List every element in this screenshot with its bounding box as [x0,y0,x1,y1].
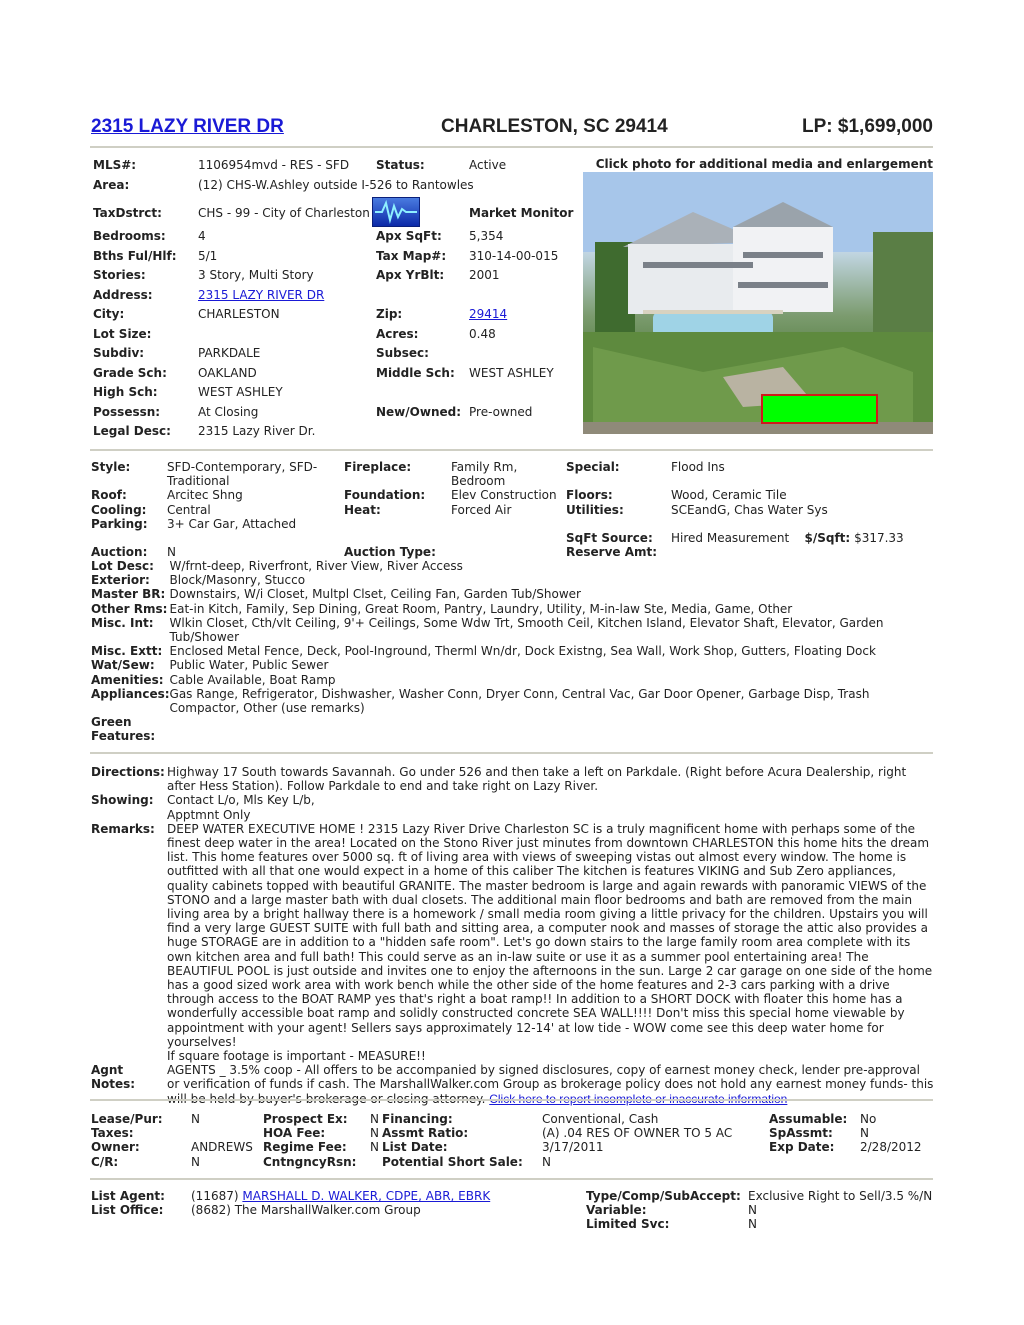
fin-label: HOA Fee: [263,1126,326,1141]
feature-row [91,587,934,601]
special-label: Special: [566,460,620,474]
foundation-label: Foundation: [344,488,426,503]
fin-value: No [860,1112,877,1126]
feature-row [91,673,934,687]
badge-overlay [761,394,878,424]
feature-label: Green Features: [91,715,156,744]
fin-label [769,1155,860,1169]
fin-value: N [191,1154,200,1169]
address-link[interactable]: 2315 LAZY RIVER DR [91,116,284,137]
fin-label: SpAssmt: [769,1126,833,1141]
detail-row [93,288,578,308]
detail-label: Subsec: [376,346,429,360]
feature-value [170,715,934,743]
feature-row [91,687,934,715]
detail-label [376,385,469,405]
fin-label: Financing: [382,1112,453,1126]
market-monitor-label[interactable]: Market Monitor [469,206,574,220]
fin-value: N [370,1112,379,1126]
detail-label: Possessn: [93,404,161,419]
detail-value: 3 Story, Multi Story [198,268,314,282]
type-value: Exclusive Right to Sell/3.5 %/N [748,1189,933,1203]
detail-row [93,307,578,327]
feature-label: Appliances: [91,686,170,701]
feature-label: Misc. Extt: [91,644,163,659]
feature-value: Enclosed Metal Fence, Deck, Pool-Inground, Therml Wn/dr, Dock Existng, Sea Wall, Work Shop, Gutters, Floating Dock [169,644,876,659]
divider [90,1099,933,1101]
feature-label: Master BR: [91,587,166,602]
fin-value: N [370,1126,379,1141]
detail-label: Apx YrBlt: [376,268,445,282]
detail-value: WEST ASHLEY [198,385,283,399]
list-office-value: (8682) The MarshallWalker.com Group [191,1203,421,1217]
parking-label: Parking: [91,516,148,531]
fin-label: Potential Short Sale: [382,1154,523,1169]
fin-label: Exp Date: [769,1140,835,1155]
divider [90,449,933,451]
detail-label: Middle Sch: [376,365,455,380]
list-office-label: List Office: [91,1203,164,1217]
detail-label: TaxDstrct: [93,206,162,220]
per-sqft-value: $317.33 [854,531,904,546]
feature-label: Exterior: [91,573,150,588]
detail-value [469,385,578,405]
auction-type-value [451,545,566,559]
detail-label: Stories: [93,268,146,282]
detail-value: PARKDALE [198,346,261,360]
property-photo[interactable] [583,172,933,434]
fin-value: ANDREWS [191,1140,253,1155]
auction-value: N [167,545,176,560]
address-value-link[interactable]: 2315 LAZY RIVER DR [198,287,325,302]
detail-row [93,327,578,347]
divider [90,1178,933,1180]
parking-value: 3+ Car Gar, Attached [167,516,297,531]
detail-value: Active [469,158,507,172]
utilities-value: SCEandG, Chas Water Sys [671,502,828,517]
detail-label: New/Owned: [376,404,462,419]
fin-value: N [542,1154,551,1169]
city-state-zip: CHARLESTON, SC 29414 [441,116,668,137]
feature-row [91,644,934,658]
fin-value: N [370,1140,379,1155]
detail-row [93,229,578,249]
detail-value [469,424,578,444]
cooling-label: Cooling: [91,502,147,517]
detail-row [93,366,578,386]
roof-label: Roof: [91,488,127,503]
detail-row [93,197,578,229]
utilities-label: Utilities: [566,502,624,517]
limited-svc-label: Limited Svc: [586,1217,670,1231]
foundation-value: Elev Construction [451,488,557,503]
remarks-label: Remarks: [91,821,155,836]
market-monitor-icon[interactable] [372,197,420,227]
agent-notes-value: AGENTS _ 3.5% coop - All offers to be accompanied by signed disclosures, copy of earnest money check, lender pre-approval or verification of funds if cash. The MarshallWalker.com Group as brokerage policy does not hold any earnest money funds- this [167,1063,934,1092]
feature-label: Other Rms: [91,601,168,616]
feature-row [91,715,934,743]
financial-row [91,1155,934,1169]
detail-label: Bedrooms: [93,229,166,243]
detail-row [93,268,578,288]
detail-value: (12) CHS-W.Ashley outside I-526 to Rantowles [198,177,474,192]
feature-row [91,602,934,616]
fin-value: 2/28/2012 [860,1140,922,1155]
detail-value: 310-14-00-015 [469,248,559,263]
detail-label: Bths Ful/Hlf: [93,248,177,263]
fin-value: (A) .04 RES OF OWNER TO 5 AC [542,1126,733,1141]
detail-value [469,288,578,308]
limited-svc-value: N [748,1217,757,1231]
auction-type-label: Auction Type: [344,545,436,560]
fin-label: Prospect Ex: [263,1112,348,1126]
fin-value [191,1126,263,1140]
detail-row [93,385,578,405]
detail-value: CHARLESTON [198,307,280,321]
showing-value-line1: Contact L/o, Mls Key L/b, [167,793,315,808]
feature-label: Lot Desc: [91,559,154,573]
feature-row [91,658,934,672]
style-value: SFD-Contemporary, SFD-Traditional [167,460,318,489]
mls-number: 1106954mvd - RES - SFD [198,158,350,172]
detail-row [93,158,578,178]
cooling-value: Central [167,502,211,517]
feature-row [91,559,934,573]
detail-label: Area: [93,177,130,192]
fin-value [370,1155,382,1169]
detail-value: OAKLAND [198,365,257,380]
detail-row [93,249,578,269]
feature-value: Block/Masonry, Stucco [169,573,306,588]
feature-row [91,616,934,644]
financial-row [91,1112,934,1126]
list-agent-link[interactable]: MARSHALL D. WALKER, CDPE, ABR, EBRK [242,1189,491,1203]
fin-label: Owner: [91,1140,140,1155]
detail-label: High Sch: [93,385,158,399]
list-agent-label: List Agent: [91,1189,165,1203]
floors-label: Floors: [566,488,613,503]
special-value: Flood Ins [671,460,725,474]
detail-value [198,327,376,347]
detail-value [469,346,578,366]
feature-label: Amenities: [91,672,164,687]
detail-label: Grade Sch: [93,365,167,380]
detail-row [93,346,578,366]
detail-label: Tax Map#: [376,248,447,263]
auction-label: Auction: [91,545,148,560]
fin-label: Regime Fee: [263,1140,347,1155]
detail-value: 2001 [469,268,500,282]
feature-row [91,573,934,587]
detail-label: Lot Size: [93,326,152,341]
detail-value: CHS - 99 - City of Charleston [198,206,370,220]
detail-label: Acres: [376,326,419,341]
feature-value: W/frnt-deep, Riverfront, River View, River Access [169,559,463,573]
photo-caption: Click photo for additional media and enlargement [595,157,933,171]
feature-value: Downstairs, W/i Closet, Multpl Clset, Ceiling Fan, Garden Tub/Shower [169,587,581,602]
feature-value: Eat-in Kitch, Family, Sep Dining, Great Room, Pantry, Laundry, Utility, M-in-law Ste, Media, Game, Other [169,601,793,616]
reserve-value [671,545,934,559]
detail-label [376,288,469,308]
detail-value: At Closing [198,404,259,419]
showing-value-line2: Apptmnt Only [167,807,251,822]
detail-value: 0.48 [469,326,496,341]
feature-label: Wat/Sew: [91,658,155,673]
financial-row [91,1126,934,1140]
feature-value: Cable Available, Boat Ramp [169,672,336,687]
detail-row [93,178,578,198]
fin-label: Lease/Pur: [91,1112,163,1126]
list-agent-id: (11687) [191,1189,239,1203]
feature-value: Public Water, Public Sewer [169,658,329,673]
fireplace-value: Family Rm, Bedroom [451,460,518,489]
detail-value: 5/1 [198,248,218,263]
fin-label: List Date: [382,1140,448,1155]
list-price: LP: $1,699,000 [802,116,933,137]
detail-row [93,424,578,444]
fin-value: 3/17/2011 [542,1140,604,1155]
detail-label: Subdiv: [93,346,145,360]
detail-label: Apx SqFt: [376,229,442,243]
per-sqft-label: $/Sqft: [804,531,851,546]
house-image [583,172,933,434]
fin-value: Conventional, Cash [542,1112,659,1126]
detail-label: Address: [93,287,153,302]
fin-label: Assumable: [769,1112,848,1126]
fin-label: Assmt Ratio: [382,1126,469,1141]
remarks-value-footnote: If square footage is important - MEASURE!! [167,1049,426,1064]
financial-row [91,1140,934,1154]
agent-notes-label: Agnt Notes: [91,1063,136,1092]
floors-value: Wood, Ceramic Tile [671,488,787,503]
feature-value: Wlkin Closet, Cth/vlt Ceiling, 9'+ Ceilings, Some Wdw Trt, Smooth Ceil, Kitchen Island, Elevator Shaft, Elevator, Garden Tub/Shower [169,615,884,645]
fin-label: Taxes: [91,1126,134,1141]
feature-label: Misc. Int: [91,615,154,630]
fireplace-label: Fireplace: [344,460,412,474]
detail-value: 4 [198,229,206,243]
divider [90,146,933,148]
fin-label: C/R: [91,1154,119,1169]
detail-value: WEST ASHLEY [469,365,554,380]
heat-value: Forced Air [451,502,512,517]
detail-label: Zip: [376,307,403,321]
detail-value: 5,354 [469,229,504,243]
style-label: Style: [91,460,131,474]
fin-label: CntngncyRsn: [263,1154,357,1169]
heat-label: Heat: [344,502,381,517]
reserve-label: Reserve Amt: [566,545,658,560]
remarks-value: DEEP WATER EXECUTIVE HOME ! 2315 Lazy River Drive Charleston SC is a truly magnificent home with perhaps some of the finest deep water in the area! Located on the Stono River just minutes from downtown CHARLESTON this home hits the dream list. This home features over 5000 sq. ft of living area with views of sweeping vistas out almost every window. The home is outfitted with all that one would expect in a home of this caliber The kitchen is features VIKING and Sub Zero appliances, quality cabinets topped with beautiful GRANITE. The master bedroom is large and again rewards with panoramic VIEWS of the STONO and a large master bath with dual closets. The additional main floor bedrooms and bath are removed from the main living area by a bright hallway there is a homework / small media room giving a little privacy for the children. Upstairs you will find a very large GUEST SUITE with full bath and sitting area, a computer nook and masses of storage the attic also provides a huge STORAGE are in addition to a "hidden safe room". Let's go down stairs to the large family room area complete with its own kitchen area and full bath! This could serve as an in-law suite or use it as a summer pool entertaining area! The BEAUTIFUL POOL is just outside and invites one to enjoy the afternoons in the sun. Large 2 car garage on one side of the home has a good sized work area with work bench while the other side of the home features and 2-3 cars parking with a drive through access to the BOAT RAMP yes that's right a boat ramp!! In addition to a SHORT DOCK with floater this home has a wonderfully accessible boat ramp and solidly constructed concrete SEA WALL!!!! Don't miss this special home viewable by appointment with your agent! Sellers says approximately 12-14' at low tide - WOW come see this deep water home for yourselves! [167,821,933,1049]
detail-label [376,424,469,444]
type-label: Type/Comp/SubAccept: [586,1189,741,1203]
feature-value: Gas Range, Refrigerator, Dishwasher, Washer Conn, Dryer Conn, Central Vac, Gar Door Opener, Garbage Disp, Trash Compactor, Other (use remarks) [169,686,870,716]
directions-label: Directions: [91,765,165,779]
detail-label: Legal Desc: [93,424,171,438]
fin-value: N [860,1126,869,1141]
detail-value: 2315 Lazy River Dr. [198,424,316,438]
sqft-source-label: SqFt Source: [566,531,653,546]
detail-label: City: [93,307,125,321]
detail-row [93,405,578,425]
zip-link[interactable]: 29414 [469,307,508,321]
fin-value: N [191,1112,200,1126]
divider [90,752,933,754]
directions-value: Highway 17 South towards Savannah. Go under 526 and then take a left on Parkdale. (Right before Acura Dealership, right after Hess Station). Follow Parkdale to end and take right on Lazy River. [167,765,907,794]
roof-value: Arcitec Shng [167,488,243,503]
variable-value: N [748,1203,757,1217]
variable-label: Variable: [586,1203,647,1217]
fin-value [860,1155,934,1169]
detail-label: MLS#: [93,158,137,172]
detail-value: Pre-owned [469,404,533,419]
sqft-source-value: Hired Measurement [671,531,790,546]
detail-label: Status: [376,158,425,172]
showing-label: Showing: [91,793,154,808]
